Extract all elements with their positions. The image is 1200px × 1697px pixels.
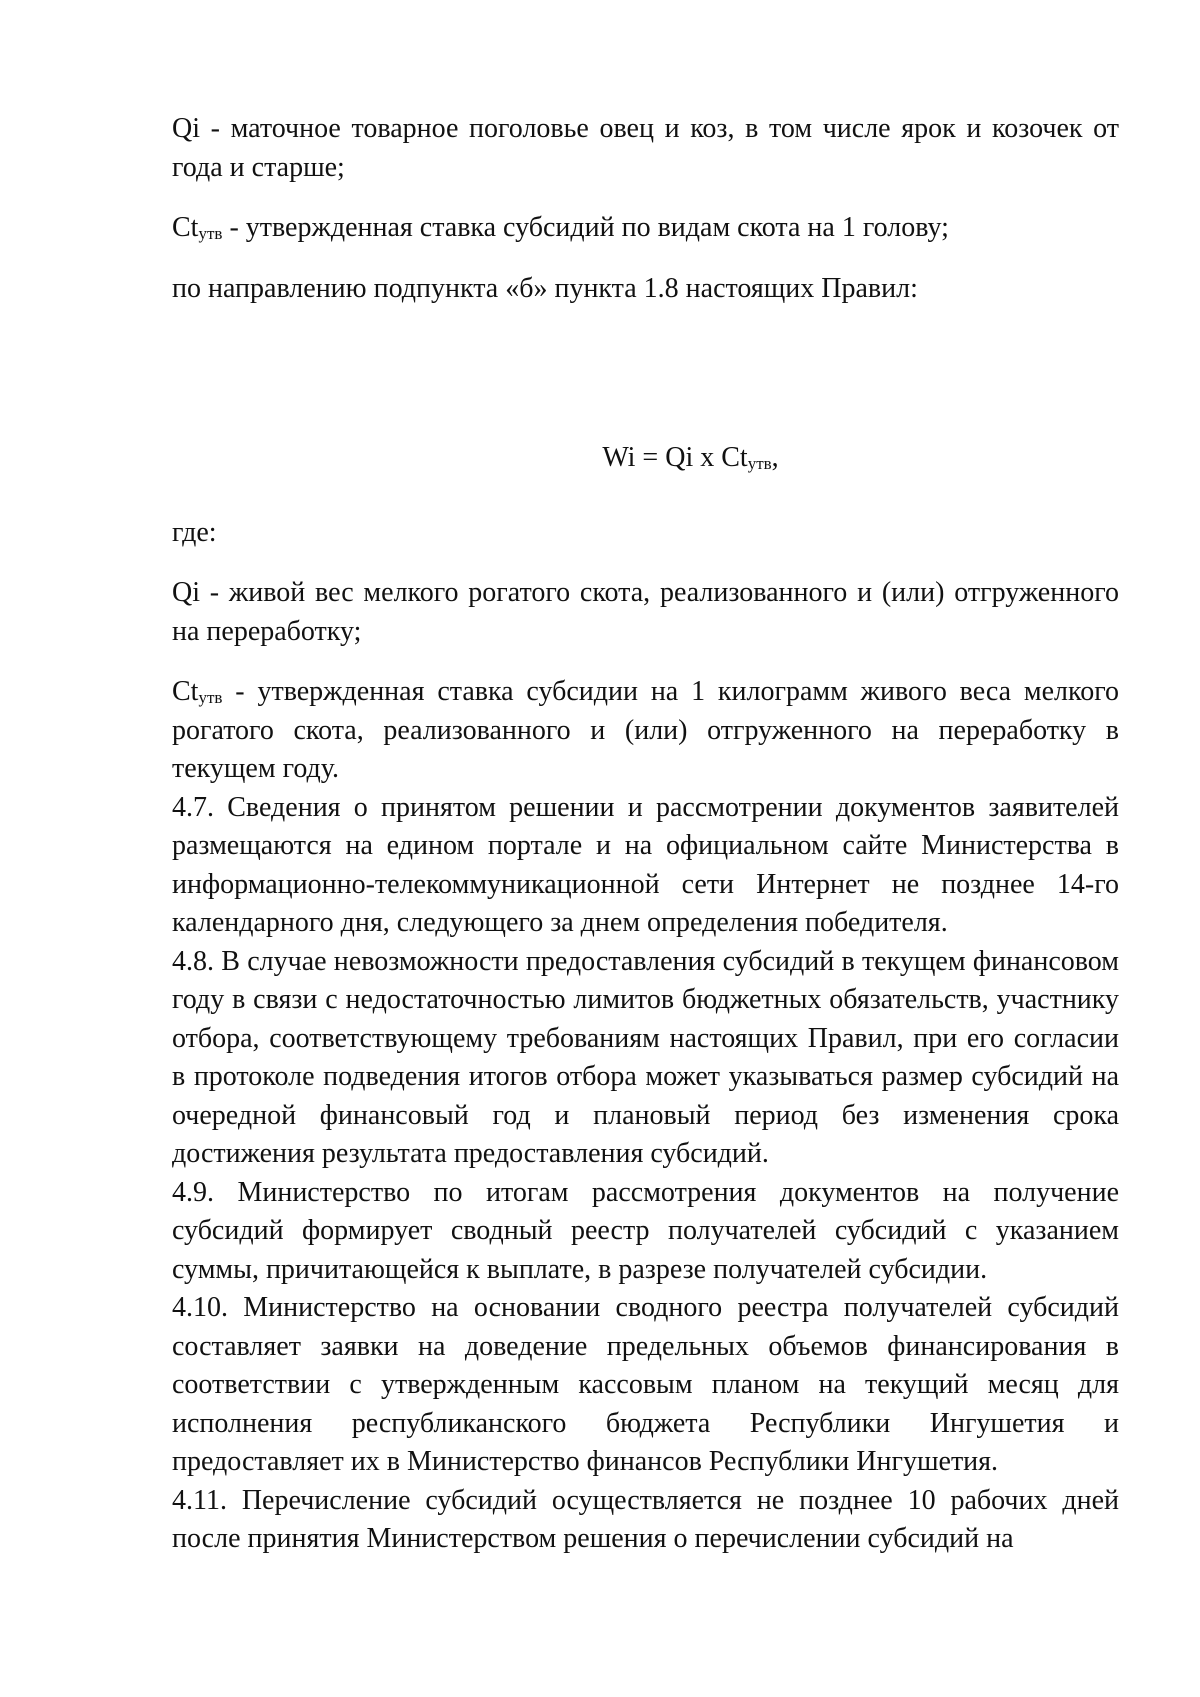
ct-symbol: Ct <box>172 212 199 243</box>
formula-main: Wi = Qi x Ct <box>602 442 748 473</box>
ct-symbol-2: Ct <box>172 676 199 707</box>
section-4-8: 4.8. В случае невозможности предоставления субсидий в текущем финансовом году в связи с недостаточностью лимитов бюджетных обязательств, участнику отбора, соответствующему требованиям настоящих Правил, при его согласии в протоколе подведения итогов отбора может указываться размер субсидий на очередной финансовый год и плановый период без изменения срока достижения результата предоставления субсидий. <box>172 945 1119 1169</box>
section-4-11: 4.11. Перечисление субсидий осуществляется не позднее 10 рабочих дней после принятия Министерством решения о перечислении субсидий на <box>172 1484 1119 1554</box>
paragraph-ct-rate-per-head <box>172 209 1119 248</box>
formula-subscript: утв <box>747 454 772 473</box>
ct-subscript: утв <box>198 224 223 243</box>
section-4-7: 4.7. Сведения о принятом решении и рассмотрении документов заявителей размещаются на едином портале и на официальном сайте Министерства в информационно-телекоммуникационной сети Интернет не позднее 14-го календарного дня, следующего за днем определения победителя. <box>172 791 1119 938</box>
ct-definition: - утвержденная ставка субсидий по видам скота на 1 голову; <box>222 212 949 243</box>
where-label: где: <box>172 516 217 548</box>
document-page <box>172 110 1119 1559</box>
paragraph-qi-live-weight: Qi - живой вес мелкого рогатого скота, реализованного и (или) отгруженного на переработку; <box>172 577 1119 647</box>
ct-definition-2: - утвержденная ставка субсидии на 1 килограмм живого веса мелкого рогатого скота, реализованного и (или) отгруженного на переработку в текущем году. <box>172 676 1119 784</box>
paragraph-ct-rate-per-kg <box>172 673 1119 789</box>
section-4-10: 4.10. Министерство на основании сводного реестра получателей субсидий составляет заявки на доведение предельных объемов финансирования в соответствии с утвержденным кассовым планом на текущий месяц для исполнения республиканского бюджета Республики Ингушетия и предоставляет их в Министерство финансов Республики Ингушетия. <box>172 1292 1119 1477</box>
ct-subscript-2: утв <box>198 688 223 707</box>
section-4-9: 4.9. Министерство по итогам рассмотрения документов на получение субсидий формирует сводный реестр получателей субсидий с указанием суммы, причитающейся к выплате, в разрезе получателей субсидии. <box>172 1176 1119 1285</box>
formula-comma: , <box>771 442 779 473</box>
paragraph-qi-livestock: Qi - маточное товарное поголовье овец и коз, в том числе ярок и козочек от года и старше; <box>172 113 1119 183</box>
formula <box>172 439 1119 478</box>
paragraph-direction-subclause: по направлению подпункта «б» пункта 1.8 настоящих Правил: <box>172 272 918 304</box>
